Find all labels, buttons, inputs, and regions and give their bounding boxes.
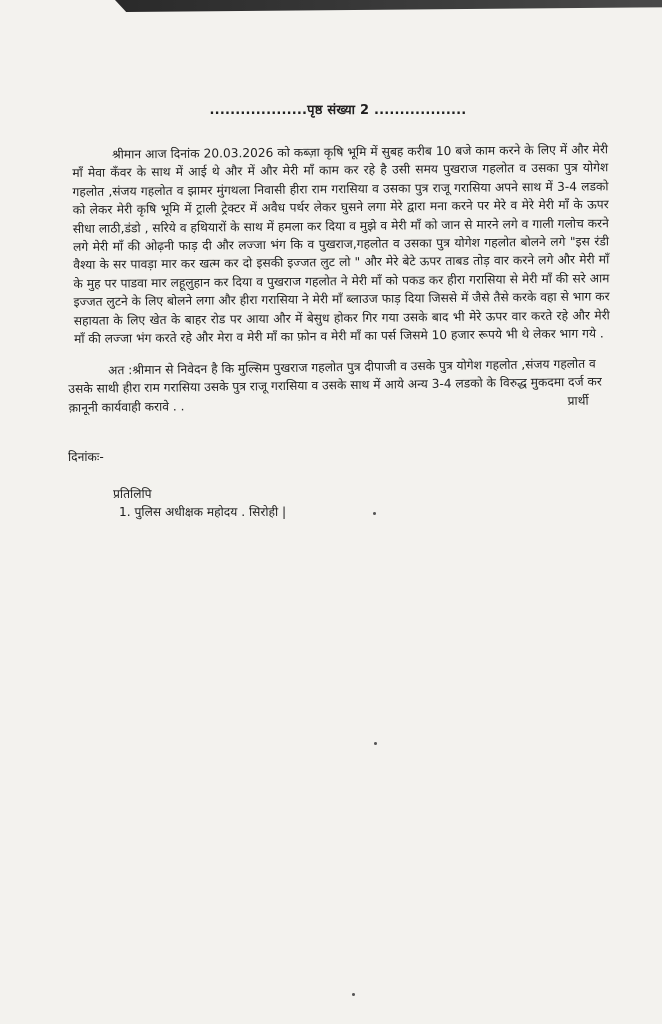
copy-item: 1. पुलिस अधीक्षक महोदय . सिरोही | xyxy=(119,504,287,519)
speck xyxy=(373,512,376,515)
letter-page xyxy=(68,90,608,521)
request-text: अत :श्रीमान से निवेदन है कि मुल्सिम पुखराज गहलोत पुत्र दीपाजी व उसके पुत्र योगेश गहलोत ,संजय गहलोत व उसके साथी हीरा राम गरासिया उसके पुत्र राजू गरासिया व उसके साथ में आये अन्य 3-4 लडको के विरुद्ध मुकदमा दर्ज कर क़ानूनी कार्यवाही करावे . . xyxy=(68,357,602,416)
copy-section xyxy=(113,485,608,521)
top-shadow-edge xyxy=(115,0,662,12)
corner-mark xyxy=(0,0,50,22)
speck xyxy=(352,993,355,996)
copy-heading: प्रतिलिपि xyxy=(113,486,152,501)
date-label: दिनांकः- xyxy=(68,449,104,464)
request-block xyxy=(68,355,609,418)
body-text: श्रीमान आज दिनांक 20.03.2026 को कब्ज़ा कृषि भूमि में सुबह करीब 10 बजे काम करने के लिए में और मेरी माँ मेवा कँवर के साथ में आई थे और में और मेरी माँ काम कर रहे है उसी समय पुखराज गहलोत व उसका पुत्र योगेश गहलोत ,संजय गहलोत व झामर मुंगथला निवासी हीरा राम गरासिया व उसका पुत्र राजू गरासिया अपने साथ में 3-4 लडको को लेकर मेरी कृषि भूमि में ट्राली ट्रेक्टर में अवैध पर्थर लेकर घुसने लगा मेरे द्वारा मना करने पर मेरे व मेरे मेरी माँ के ऊपर सीधा लाठी,डंडो , सरिये व हथियारों के साथ में हमला कर दिया व मुझे व मेरी माँ को जान से मारने लगे व गाली गलोच करने लगे मेरी माँ की ओढ़नी फाड़ दी और लज्जा भंग कि व पुखराज,गहलोत व उसका पुत्र योगेश गहलोत बोलने लगे "इस रंडी वैश्या के सर पावड़ा मार कर खत्म कर दो इसकी इज्जत लुट लो " और मेरे बेटे ऊपर ताबड तोड़ वार करने लगे और मेरी माँ के मुह पर पाडवा मार लहूलुहान कर दिया व पुखराज गहलोत ने मेरी माँ को पकड कर हीरा गरासिया से मेरी माँ की सरे आम इज्जत लुटने के लिए बोलने लगा और हीरा गरासिया ने मेरी माँ ब्लाउज फाड़ दिया जिससे में जैसे तैसे करके वहा से भाग कर सहायता के लिए खेत के बाहर रोड पर आया और में बेसुध होकर गिर गया उसके बाद भी मेरे ऊपर वार करते रहे और मेरी माँ की लज्जा भंग करते रहे और मेरा व मेरी माँ का फ़ोन व मेरी माँ का पर्स जिसमे 10 हजार रूपये भी थे लेकर भाग गये . xyxy=(72,142,610,347)
speck xyxy=(374,742,377,745)
body-paragraph xyxy=(68,140,610,348)
applicant-label: प्रार्थी xyxy=(567,394,589,409)
page-heading: ...................पृष्ठ संख्या 2 .................. xyxy=(209,103,467,118)
